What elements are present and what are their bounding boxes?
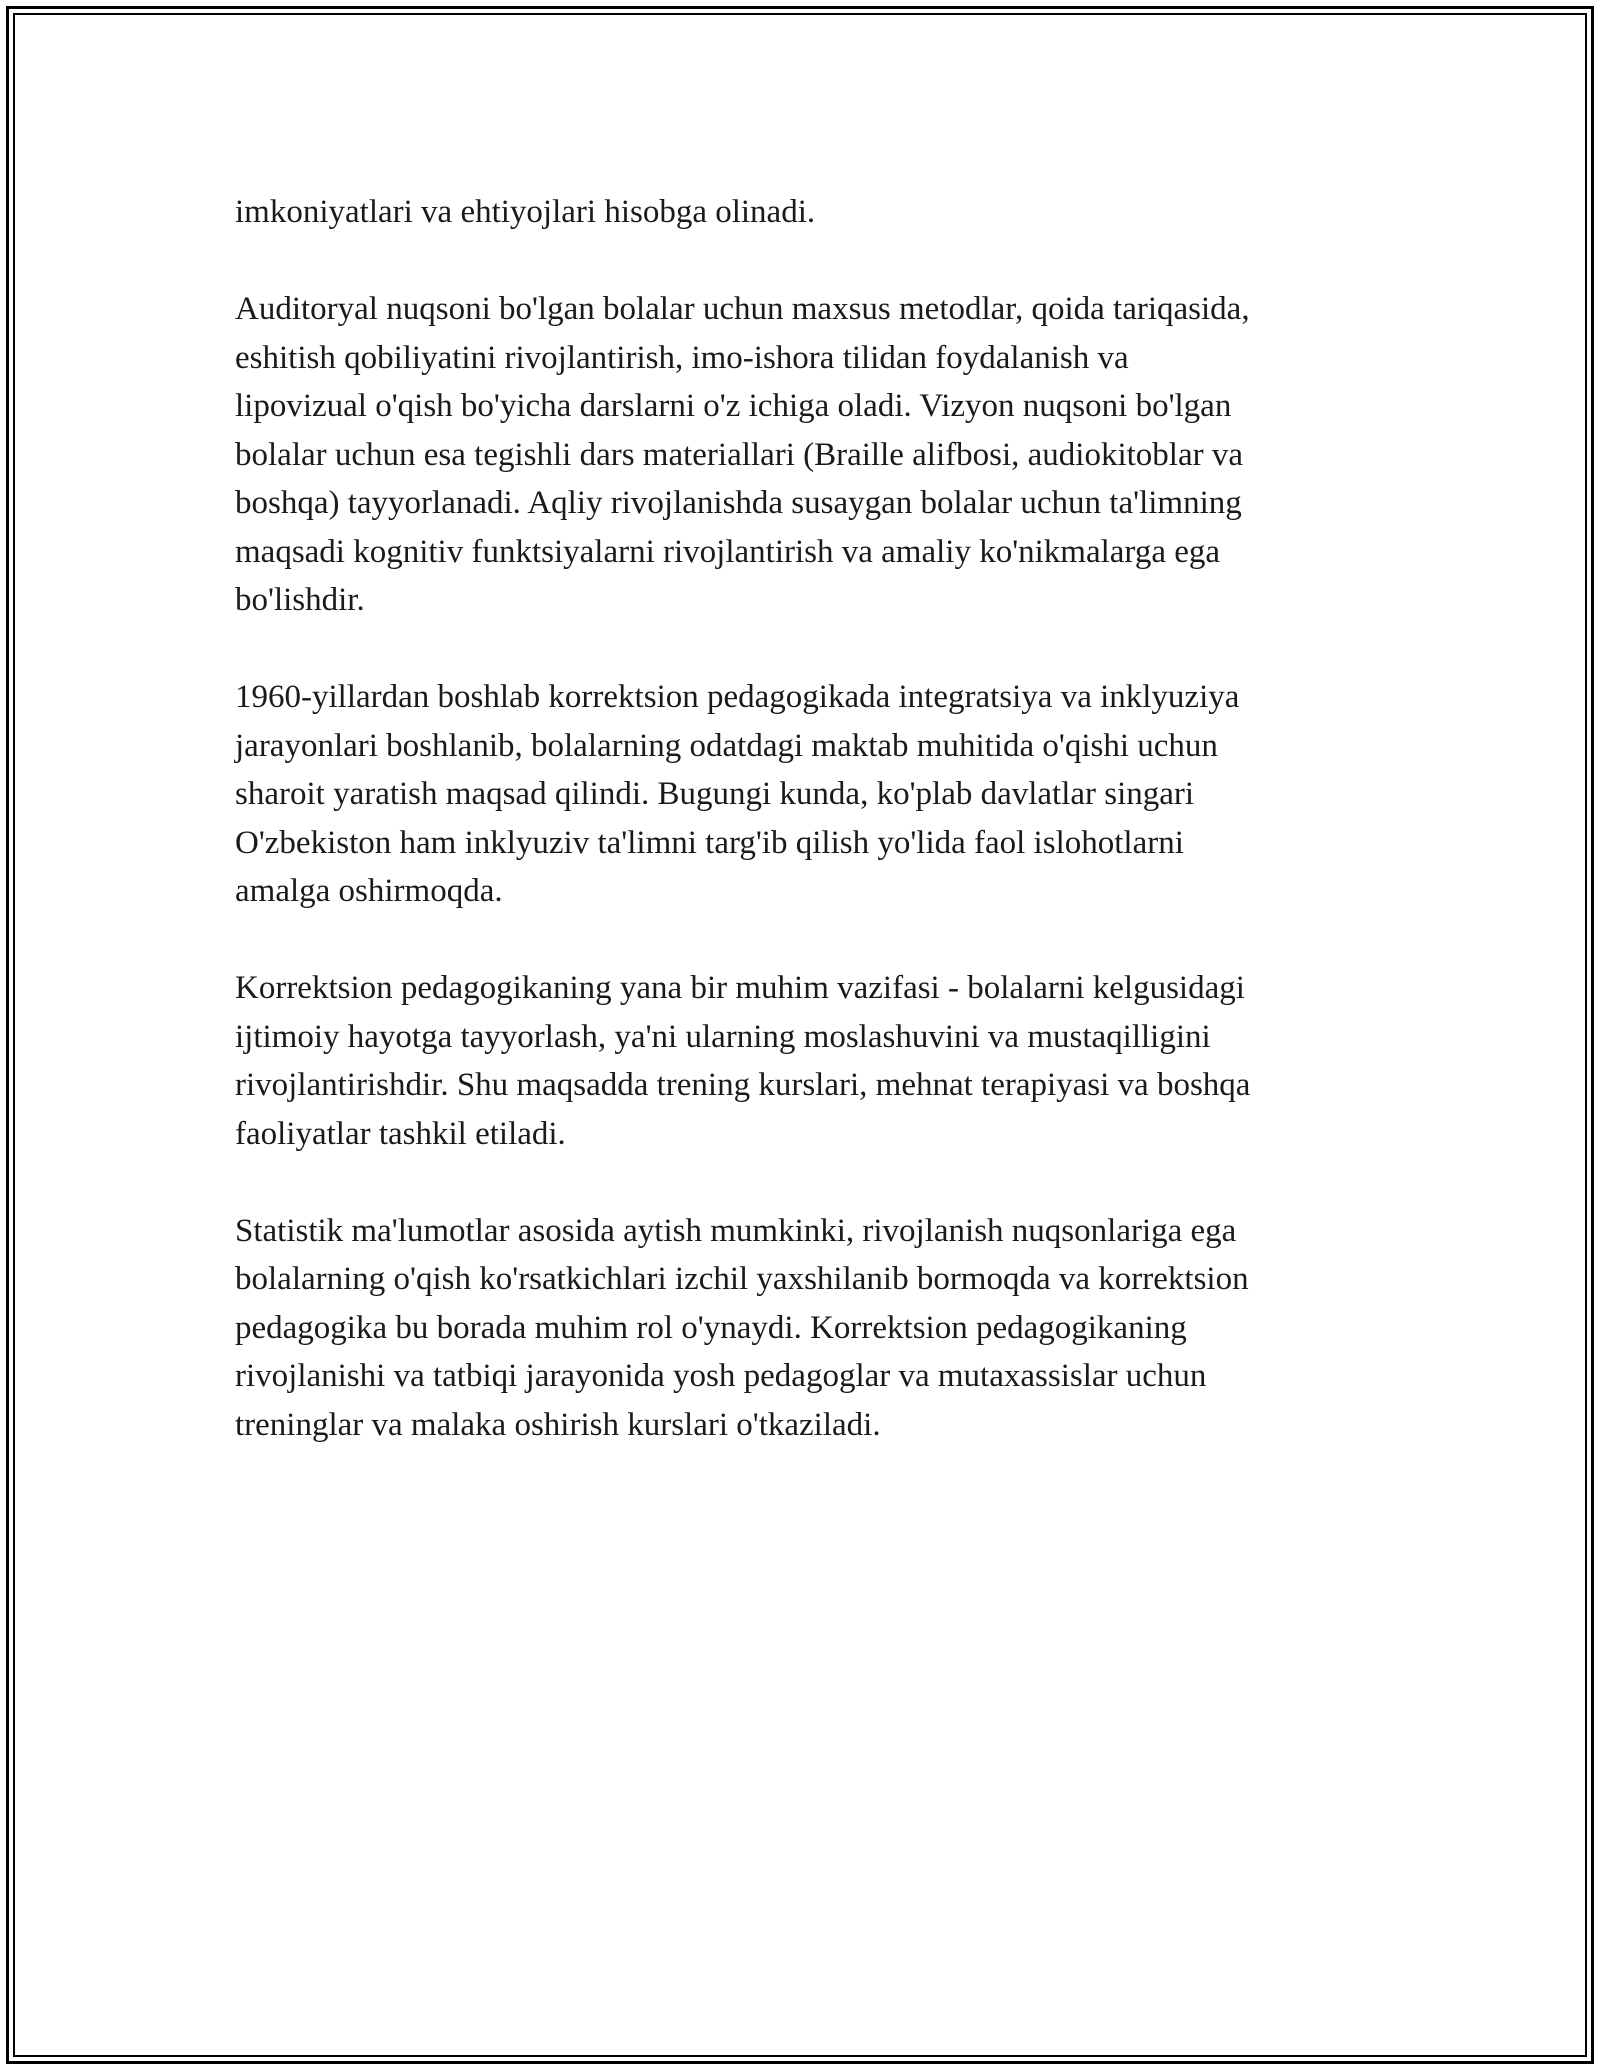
text-line: bolalar uchun esa tegishli dars materiallari (Braille alifbosi, audiokitoblar va [235,436,1243,473]
paragraph-1 [235,188,1395,237]
text-line: amalga oshirmoqda. [235,873,503,909]
paragraph-2 [235,285,1395,625]
text-line: treninglar va malaka oshirish kurslari o'tkaziladi. [235,1406,881,1443]
text-line: imkoniyatlari va ehtiyojlari hisobga olinadi. [235,194,816,230]
text-line: bo'lishdir. [235,582,365,618]
text-line: faoliyatlar tashkil etiladi. [235,1115,566,1152]
text-line: lipovizual o'qish bo'yicha darslarni o'z ichiga oladi. Vizyon nuqsoni bo'lgan [235,388,1232,424]
text-line: boshqa) tayyorlanadi. Aqliy rivojlanishda susaygan bolalar uchun ta'limning [235,485,1242,521]
text-line: Statistik ma'lumotlar asosida aytish mumkinki, rivojlanish nuqsonlariga ega [235,1212,1237,1249]
paragraph-5 [235,1207,1395,1450]
text-line: eshitish qobiliyatini rivojlantirish, imo-ishora tilidan foydalanish va [235,339,1129,376]
text-line: pedagogika bu borada muhim rol o'ynaydi. Korrektsion pedagogikaning [235,1309,1187,1346]
text-line: Korrektsion pedagogikaning yana bir muhim vazifasi - bolalarni kelgusidagi [235,970,1245,1006]
text-line: rivojlantirishdir. Shu maqsadda trening kurslari, mehnat terapiyasi va boshqa [235,1067,1251,1103]
text-line: 1960-yillardan boshlab korrektsion pedagogikada integratsiya va inklyuziya [235,679,1240,715]
text-line: bolalarning o'qish ko'rsatkichlari izchil yaxshilanib bormoqda va korrektsion [235,1261,1249,1297]
text-line: Auditoryal nuqsoni bo'lgan bolalar uchun maxsus metodlar, qoida tariqasida, [235,291,1250,327]
text-line: jarayonlari boshlanib, bolalarning odatdagi maktab muhitida o'qishi uchun [235,727,1218,764]
text-line: maqsadi kognitiv funktsiyalarni rivojlantirish va amaliy ko'nikmalarga ega [235,533,1221,570]
text-line: O'zbekiston ham inklyuziv ta'limni targ'ib qilish yo'lida faol islohotlarni [235,824,1184,861]
text-line: ijtimoiy hayotga tayyorlash, ya'ni ularning moslashuvini va mustaqilligini [235,1018,1211,1055]
text-line: rivojlanishi va tatbiqi jarayonida yosh pedagoglar va mutaxassislar uchun [235,1358,1207,1394]
document-body [235,188,1395,1498]
paragraph-4 [235,964,1395,1158]
text-line: sharoit yaratish maqsad qilindi. Bugungi kunda, ko'plab davlatlar singari [235,776,1195,812]
paragraph-3 [235,673,1395,916]
